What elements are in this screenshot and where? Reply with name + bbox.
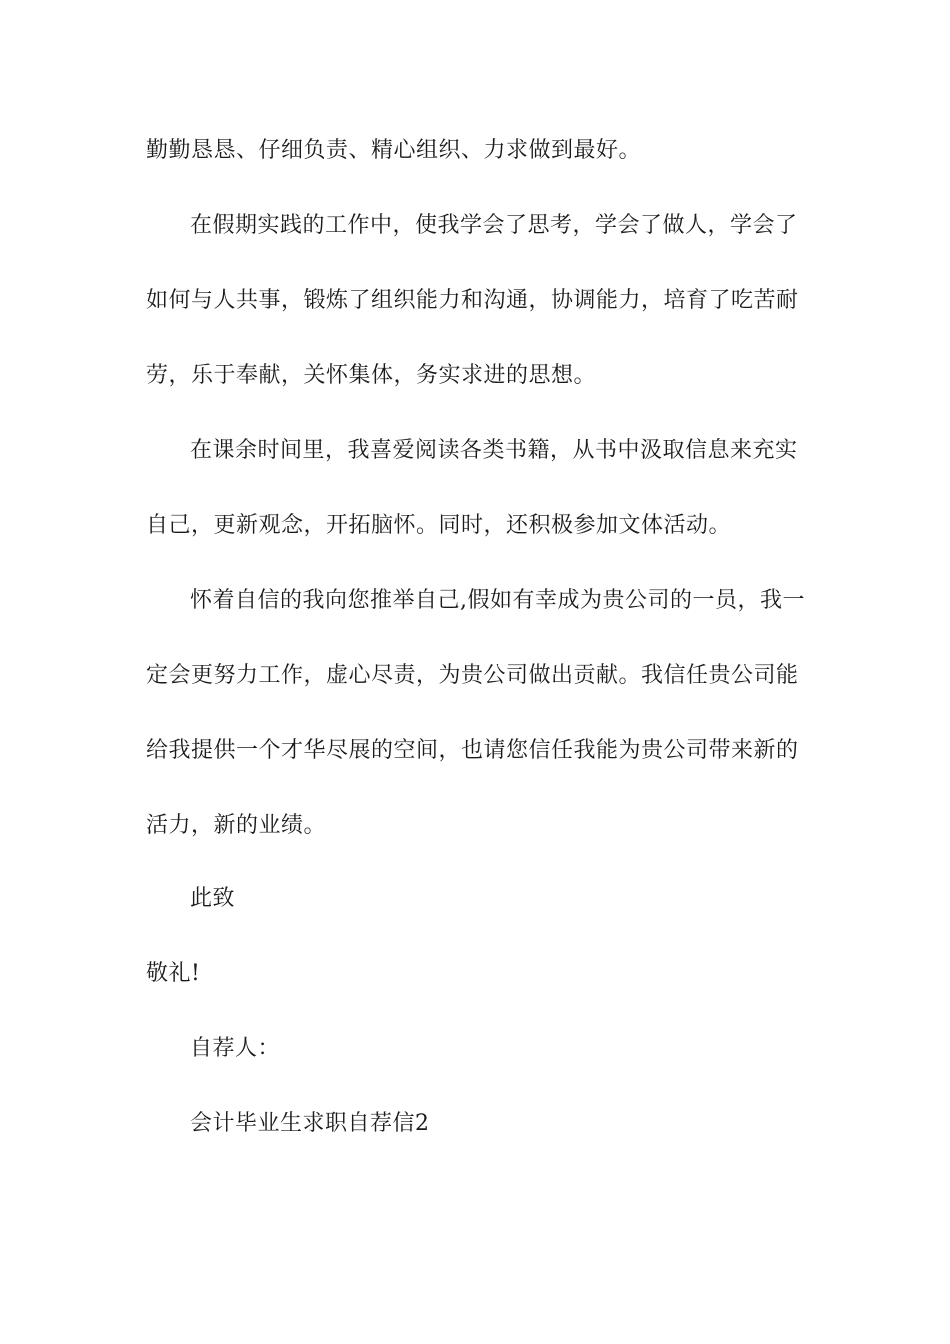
paragraph-line: 自己，更新观念，开拓脑怀。同时，还积极参加文体活动。 [146,513,732,538]
closing-salutation: 此致 [190,886,236,911]
paragraph-line: 在假期实践的工作中，使我学会了思考，学会了做人，学会了 [190,213,798,238]
paragraph-line: 怀着自信的我向您推举自己,假如有幸成为贵公司的一员，我一 [190,588,805,613]
paragraph-line: 劳，乐于奉献，关怀集体，务实求进的思想。 [146,363,597,388]
closing-regards: 敬礼! [146,961,201,986]
paragraph-line: 在课余时间里，我喜爱阅读各类书籍，从书中汲取信息来充实 [190,438,798,463]
paragraph-line: 勤勤恳恳、仔细负责、精心组织、力求做到最好。 [146,138,642,163]
paragraph-line: 活力，新的业绩。 [146,813,327,838]
signature-label: 自荐人： [190,1036,281,1061]
section-title: 会计毕业生求职自荐信2 [190,1111,430,1136]
paragraph-line: 给我提供一个才华尽展的空间，也请您信任我能为贵公司带来新的 [146,738,799,763]
paragraph-line: 如何与人共事，锻炼了组织能力和沟通，协调能力，培育了吃苦耐 [146,288,799,313]
paragraph-line: 定会更努力工作，虚心尽责，为贵公司做出贡献。我信任贵公司能 [146,663,799,688]
